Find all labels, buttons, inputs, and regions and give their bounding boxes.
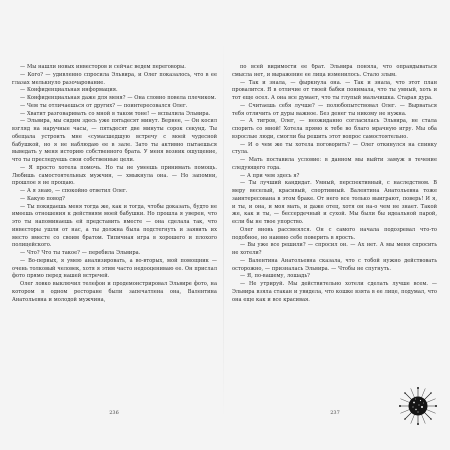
right-page [232,64,437,404]
paragraph: — А при чем здесь я? [240,172,300,179]
paragraph: — Что? Что ты такое? — перебила Эльвира. [20,250,141,256]
paragraph: — Не утрируй. Мы действительно хотели сделать лучше всем. — Эльвира взяла стакан и увидела, что кошке взята в ее лице, подумал, что она еще как и все красивая. [232,281,437,303]
paragraph: — Во-первых, я умею анализировать, а во-вторых, мой помощник — очень толковый человек, хотя я этим часто недооцениваю ее. Он прислал фото прямо перед нашей встречей. [12,257,217,280]
paragraph: — Хватит разговаривать со мной в таком тоне! — вспылила Эльвира. [20,110,211,117]
paragraph: — Конфиденциальная даже для меня? — Она словно повела плечиком. [20,95,217,101]
paragraph: — Мать поставила условие: в данном мы выйти замуж в течение следующего года. [232,157,437,171]
left-page [12,64,217,404]
paragraph: — Ты покидаешь меня тогда же, как и тогда, чтобы доказать, будто не имеешь отношения к действиям моей бабушки. Но прошла я уверен, что это ты напоминаешь ей представить вместе — она сделала так, что инвесторы ушли от нас, а ты должна была подстегнуть и заявить их место вместе со своим братом. Типичная игра в хорошего и плохого полицейского. [12,203,217,249]
paragraph: — Валентина Анатольевна сказала, что с тобой нужно действовать осторожно, — призналась Эльвира. — Чтобы не спугнуть. [232,257,437,272]
paragraph: — Я просто хотела помочь. Но ты не умеешь принимать помощь. Любишь самостоятельных мужчин, — хмыкнула она. — Но запомни, прошлое я не прощаю. [12,164,217,187]
paragraph: Олег ловко выключил телефон и продемонстрировал Эльвире фото, на котором в одном ресторане были запечатлена она, Валентина Анатольевна и молодой мужчина, [12,281,217,303]
paragraph: — Считаешь себя лучше? — полюбопытствовал Олег. — Вырваться тебя отличить от дуры важное. Без денег ты никому не нужна. [232,102,437,117]
right-page-number: 237 [330,410,340,416]
paragraph: — Кого? — удивленно спросила Эльвира, и Олег показалось, что в ее глазах мелькнуло разочарование. [12,71,217,86]
paragraph: — Ты лучший кандидат. Умный, перспективный, с наследством. В меру веселый, красивый, спортивный. Валентина Анатольевна тоже заинтересована в этом браке. От него все только выиграют, поверь! И я, и ты, и она, и моя мать, и даже отец, хотя он на-о чем не знает. Такой же, как и ты, — бессердечный и сухой. Мы были бы идеальной парой, если бы не твое упорство. [232,180,437,225]
left-page-number: 236 [109,410,119,416]
paragraph: — Какую повод? [20,195,65,202]
paragraph: — А тигров, Олег, — неожиданно согласилась Эльвира, не стала спорить со мной! Хотела прямо к тебе во благо мрачную игру. Мы оба взрослые люди, смогли бы решить этот вопрос самостоятельно. [232,118,437,140]
paragraph: — Чем ты отличаешься от других? — поинтересовался Олег. [20,102,188,109]
paragraph: Олег вновь рассмеялся. Он с самого начала подозревал что-то подобное, но наивно себе поверить в ярость. [232,226,437,241]
paragraph: — И о чем же ты хотела поговорить? — Олег откинулся на спинку стула. [232,141,437,156]
paragraph: — Вы уже все решили? — спросил он. — Ах нет. А мы меня спросить не хотели? [232,242,437,256]
paragraph: по всей видимости ее брат. Эльвира поняла, что оправдываться смысла нет, и выражение ее лица изменилось. Стало злым. [232,64,437,78]
paragraph: — Мы нашли новых инвесторов и сейчас ведем переговоры. [20,64,186,70]
paragraph: — А я знаю, — спокойно ответил Олег. [20,188,128,194]
paragraph: — Так и знала, — фыркнула она. — Так и знала, что этот план провалится. Я в отличие от твоей бабки понимала, что ты умный, хоть и тот еще осел. А она все думает, что ты глупый мальчишка. Старая дура. [232,79,437,101]
starburst-ornament-icon [398,386,438,426]
paragraph: — Конфиденциальная информация. [20,87,118,94]
book-gutter [223,40,224,420]
paragraph: — Я, по-вашему, лошадь? [240,273,310,280]
paragraph: — Эльвира, мы сидим здесь уже пятьдесят минут. Вернее, — Он косил взгляд на наручные часы, — пятьдесят две минуты сорок секунд. Ты обещала устроить мне «сумасшедшую встречу с моей чудесной бабушкой, но я не наблюдаю ее в зале. Зато ты активно пытаешься выведать у меня историю собственного брата. У меня возник ощущение, что ты преследуешь свои собственные цели. [12,118,217,163]
